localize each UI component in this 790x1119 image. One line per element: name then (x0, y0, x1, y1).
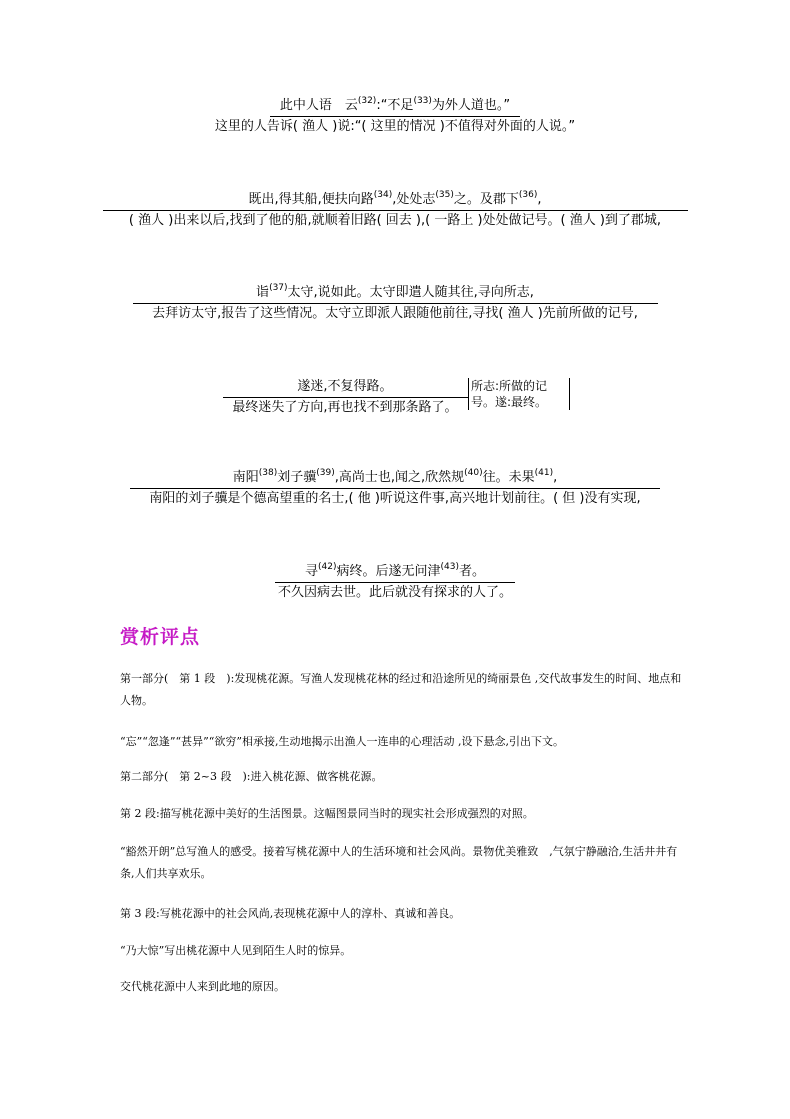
analysis-paragraph: 第一部分( 第 1 段 ):发现桃花源。写渔人发现桃花林的经过和沿途所见的绮丽景色 ,交代故事发生的时间、地点和人物。 (120, 672, 682, 707)
annotation-number: (41) (534, 468, 554, 478)
passage-3 (0, 283, 790, 324)
analysis-paragraph: “豁然开朗”总写渔人的感受。接着写桃花源中人的生活环境和社会风尚。景物优美雅致 ,气氛宁静融洽,生活井井有条,人们共享欢乐。 (120, 845, 678, 880)
analysis-paragraph: 交代桃花源中人来到此地的原因。 (120, 980, 285, 993)
vocabulary-note: 所志:所做的记 号。遂:最终。 (468, 378, 570, 410)
annotation-number: (42) (318, 562, 337, 572)
annotation-number: (37) (269, 283, 288, 293)
passage-5 (0, 468, 790, 509)
annotation-number: (36) (518, 190, 538, 200)
annotation-number: (38) (258, 468, 278, 478)
original-text: 遂迷,不复得路。 (223, 377, 468, 398)
passage-1 (0, 96, 790, 137)
annotation-number: (43) (440, 562, 459, 572)
section-title: 赏析评点 (120, 626, 201, 648)
original-text: 既出,得其船,便扶向路$^{(34)}$,处处志$^{(35)}$之。及郡下$^{(36)}$, (103, 190, 688, 211)
analysis-paragraph: 第 2 段:描写桃花源中美好的生活图景。这幅图景同当时的现实社会形成强烈的对照。 (120, 807, 534, 820)
annotation-number: (39) (316, 468, 335, 478)
translation-text: 南阳的刘子骥是个德高望重的名士,( 他 )听说这件事,高兴地计划前往。( 但 )没有实现, (149, 491, 641, 506)
analysis-paragraph: “乃大惊”写出桃花源中人见到陌生人时的惊异。 (120, 944, 352, 957)
passage-6 (0, 562, 790, 603)
annotation-number: (35) (435, 190, 454, 200)
original-text: 诣$^{(37)}$太守,说如此。太守即遣人随其往,寻向所志, (133, 283, 658, 304)
original-text: 此中人语 云$^{(32)}$:“不足$^{(33)}$为外人道也。” (270, 96, 520, 117)
analysis-paragraph: “忘”“忽逢”“甚异”“欲穷”相承接,生动地揭示出渔人一连串的心理活动 ,设下悬念,引出下文。 (120, 735, 564, 748)
translation-text: 不久因病去世。此后就没有探求的人了。 (277, 585, 512, 600)
analysis-paragraph: 第二部分( 第 2~3 段 ):进入桃花源、做客桃花源。 (120, 770, 383, 783)
original-text: 南阳$^{(38)}$刘子骥$^{(39)}$,高尚士也,闻之,欣然规$^{(40)}$往。未果$^{(41)}$, (130, 468, 660, 489)
analysis-paragraph: 第 3 段:写桃花源中的社会风尚,表现桃花源中人的淳朴、真诚和善良。 (120, 907, 461, 920)
annotation-number: (40) (464, 468, 483, 478)
translation-text: 最终迷失了方向,再也找不到那条路了。 (232, 400, 458, 415)
original-text: 寻$^{(42)}$病终。后遂无问津$^{(43)}$者。 (275, 562, 515, 583)
annotation-number: (34) (373, 190, 393, 200)
annotation-number: (33) (413, 96, 432, 106)
translation-text: 这里的人告诉( 渔人 )说:“( 这里的情况 )不值得对外面的人说。” (214, 119, 576, 134)
translation-text: ( 渔人 )出来以后,找到了他的船,就顺着旧路( 回去 ),( 一路上 )处处做记号。( 渔人 )到了郡城, (128, 213, 662, 228)
passage-4 (220, 377, 470, 418)
annotation-number: (32) (357, 96, 377, 106)
passage-2 (0, 190, 790, 231)
translation-text: 去拜访太守,报告了这些情况。太守立即派人跟随他前往,寻找( 渔人 )先前所做的记号, (152, 306, 638, 321)
